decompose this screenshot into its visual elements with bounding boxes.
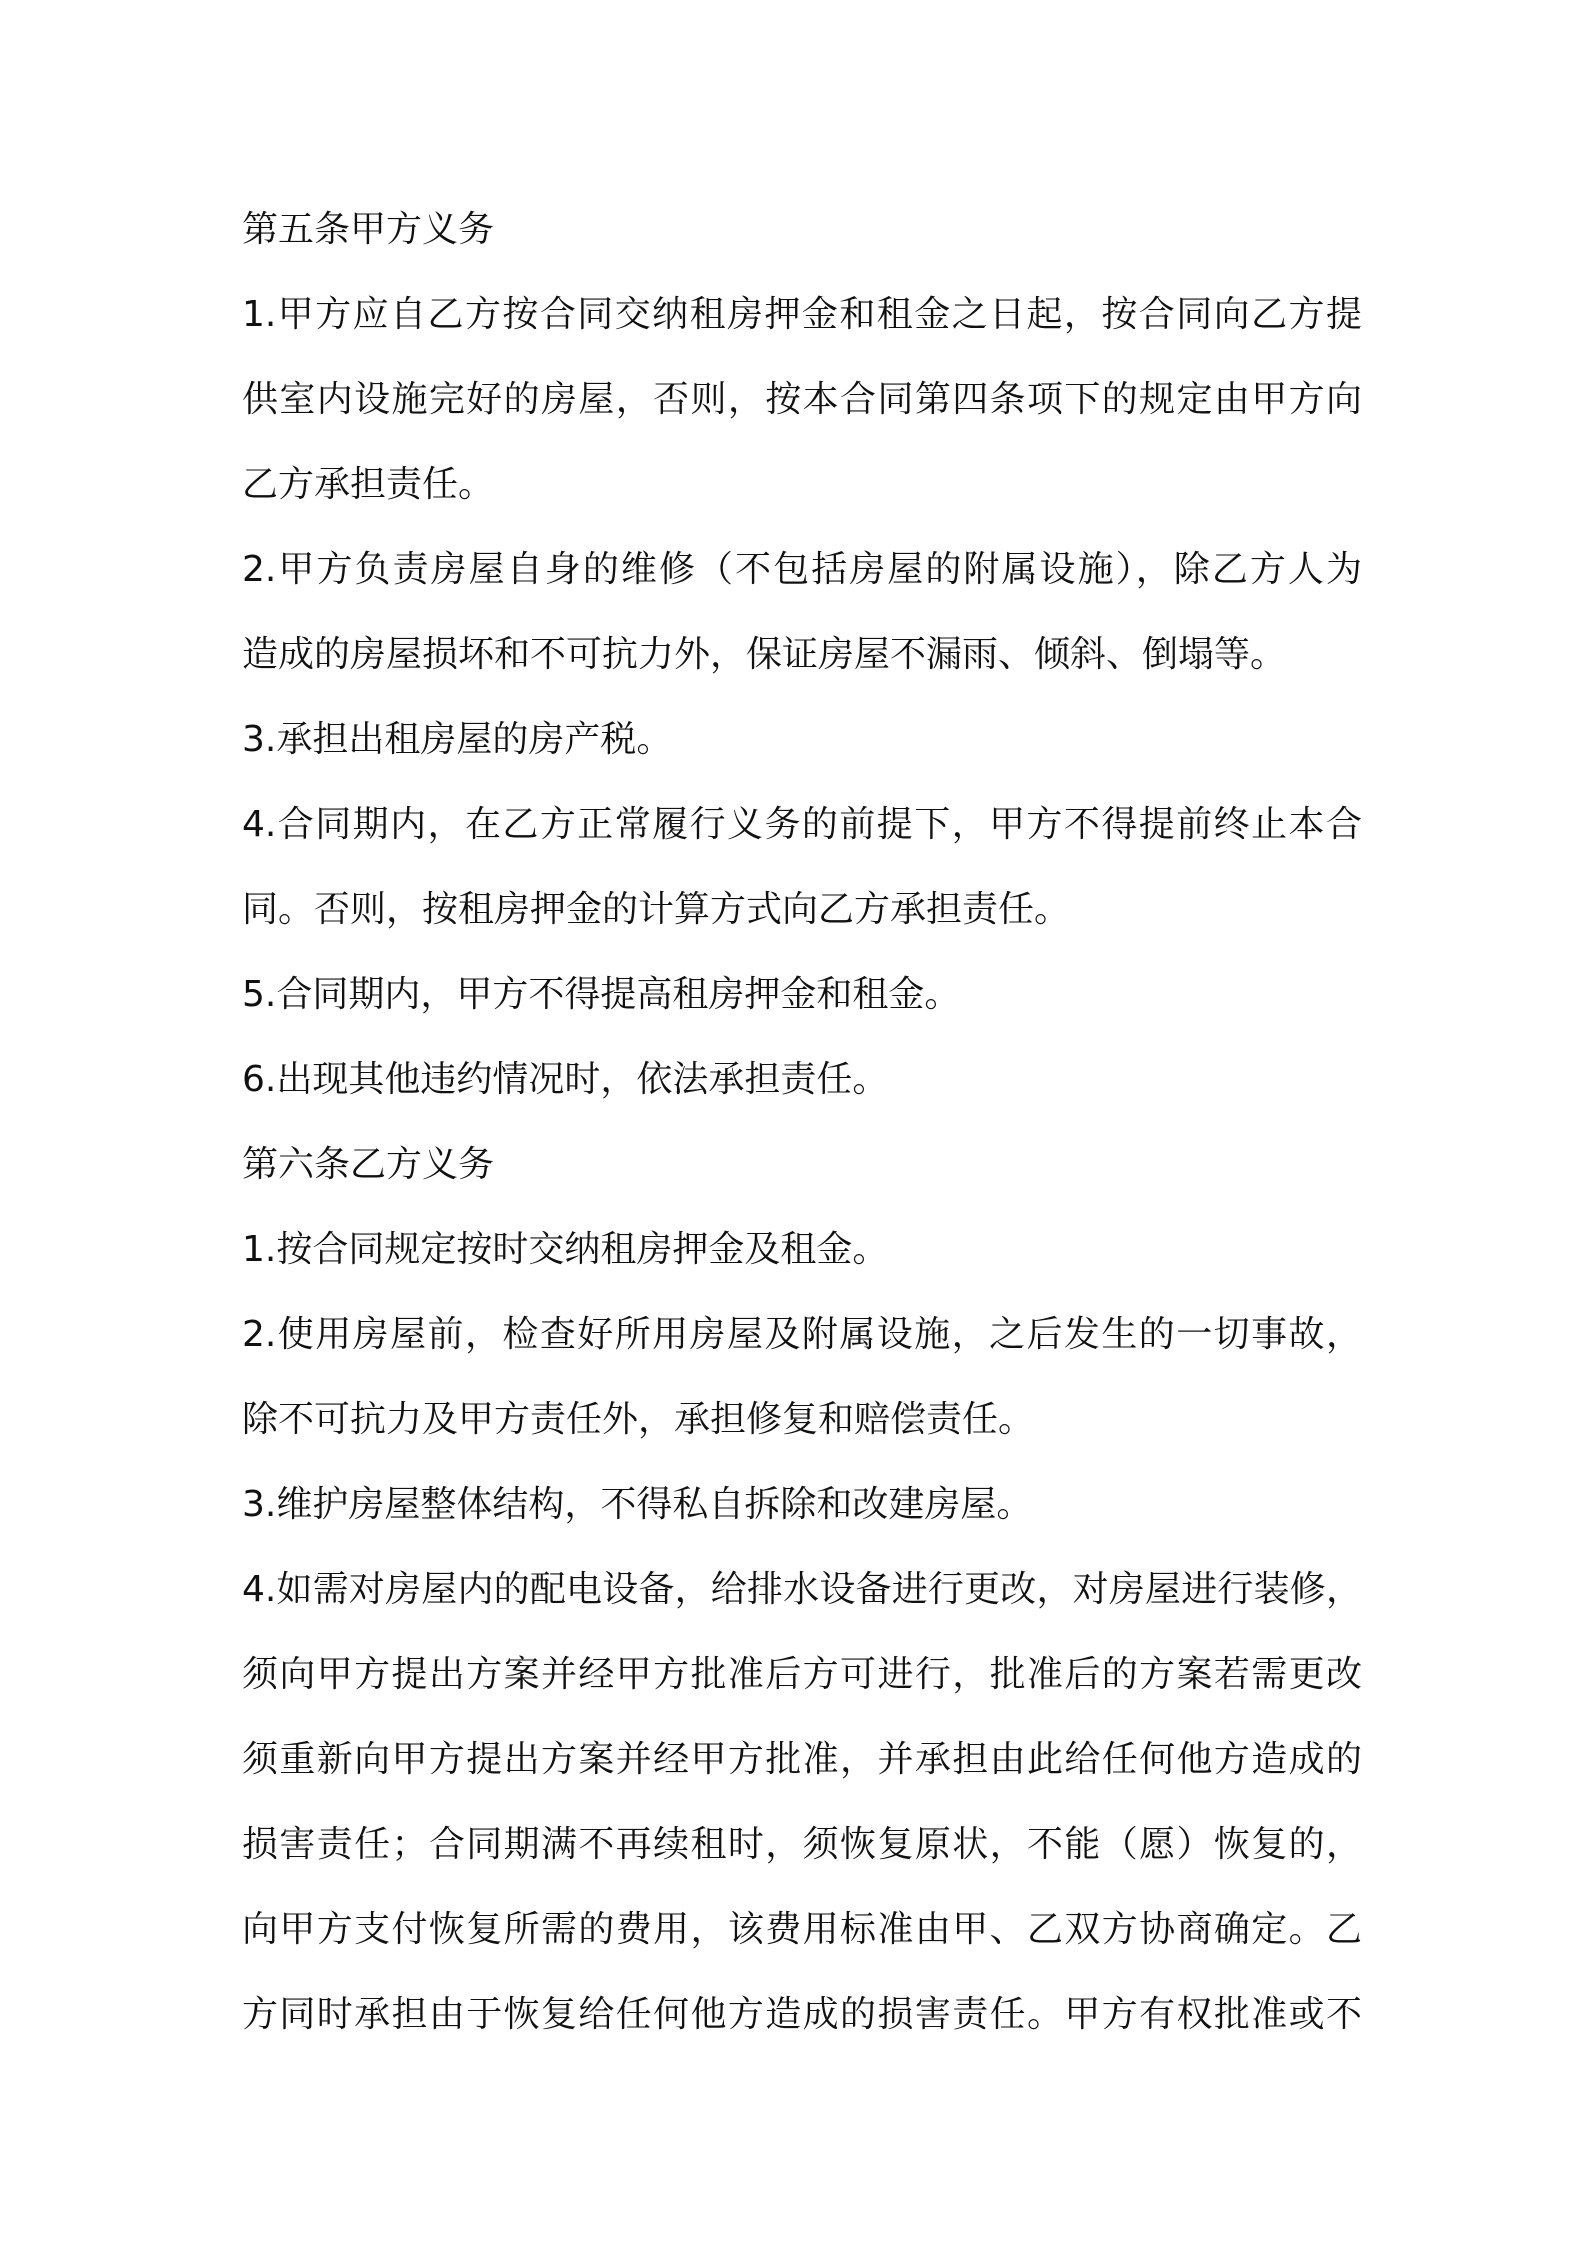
document-text-line: 乙方承担责任。 (242, 464, 495, 505)
document-text-line: 向甲方支付恢复所需的费用，该费用标准由甲、乙双方协商确定。乙 (242, 1909, 1362, 1950)
document-text-line: 第五条甲方义务 (242, 209, 495, 250)
document-text-line: 损害责任；合同期满不再续租时，须恢复原状，不能（愿）恢复的， (242, 1824, 1362, 1865)
document-text-line: 1.甲方应自乙方按合同交纳租房押金和租金之日起，按合同向乙方提 (242, 294, 1362, 335)
document-text-line: 须向甲方提出方案并经甲方批准后方可进行，批准后的方案若需更改 (242, 1654, 1362, 1695)
document-text-line: 4.合同期内，在乙方正常履行义务的前提下，甲方不得提前终止本合 (242, 804, 1362, 845)
document-text-line: 第六条乙方义务 (242, 1144, 495, 1185)
document-text-line: 3.维护房屋整体结构，不得私自拆除和改建房屋。 (242, 1484, 1033, 1525)
document-text-line: 4.如需对房屋内的配电设备，给排水设备进行更改，对房屋进行装修， (242, 1569, 1362, 1610)
document-text-line: 1.按合同规定按时交纳租房押金及租金。 (242, 1229, 889, 1270)
document-text-line: 造成的房屋损坏和不可抗力外，保证房屋不漏雨、倾斜、倒塌等。 (242, 634, 1287, 675)
document-text-line: 除不可抗力及甲方责任外，承担修复和赔偿责任。 (242, 1399, 1035, 1440)
document-text-line: 5.合同期内，甲方不得提高租房押金和租金。 (242, 974, 961, 1015)
document-body (242, 198, 1362, 2068)
document-text-line: 须重新向甲方提出方案并经甲方批准，并承担由此给任何他方造成的 (242, 1739, 1362, 1780)
document-text-line: 6.出现其他违约情况时，依法承担责任。 (242, 1059, 889, 1100)
document-text-line: 2.甲方负责房屋自身的维修（不包括房屋的附属设施），除乙方人为 (242, 549, 1362, 590)
document-text-line: 供室内设施完好的房屋，否则，按本合同第四条项下的规定由甲方向 (242, 379, 1362, 420)
document-text-line: 方同时承担由于恢复给任何他方造成的损害责任。甲方有权批准或不 (242, 1994, 1362, 2035)
document-text-line: 2.使用房屋前，检查好所用房屋及附属设施，之后发生的一切事故， (242, 1314, 1362, 1355)
document-text-line: 同。否则，按租房押金的计算方式向乙方承担责任。 (242, 889, 1071, 930)
document-text-line: 3.承担出租房屋的房产税。 (242, 719, 673, 760)
